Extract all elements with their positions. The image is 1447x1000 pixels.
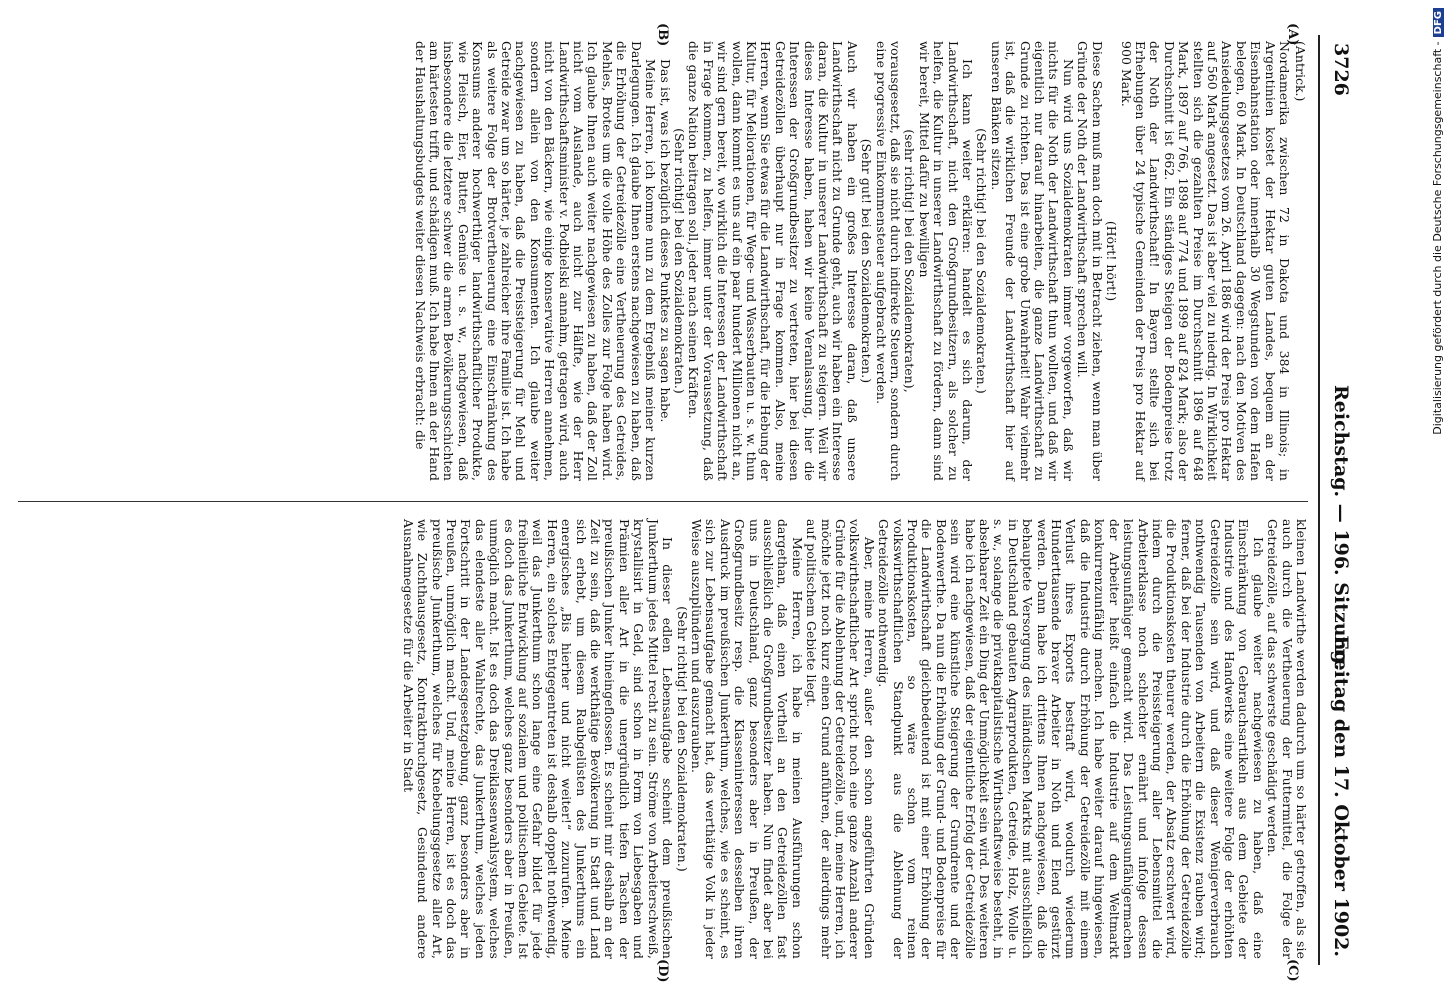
paragraph: Diese Sachen muß man doch mit in Betracht ziehen, wenn man über Gründe der Noth der Landwirthschaft sprechen will. <box>1075 41 1105 481</box>
interjection: (Sehr gut! bei den Sozialdemokraten.) <box>859 138 875 384</box>
page-header <box>1316 25 1360 975</box>
paragraph: In dieser edlen Lebensaufgabe scheint dem preußischen Junkerthum jedes Mittel recht zu sein. Ströme von Arbeiterschweiß, krystallisirt in Geld, sind schon in Form von Liebesgaben und Prämien aller Art in die unergründlich tiefen Taschen der preußischen Junker hineingeflossen. Es scheint mir deshalb an der Zeit zu sein, daß die werkthätige Bevölkerung in Stadt und Land sich erhebt, um diesem Raubgelüsten des Junkerthums ein energisches „Bis hierher und nicht weiter!“ zuzurufen. Meine Herren, ein solches Entgegentreten ist deshalb doppelt nothwendig, weil das Junkerthum schon lange eine Gefahr bildet für jede freiheitliche Entwicklung auf sozialem und politischem Gebiete. Ist es doch das Junkerthum, welches ganz besonders aber in Preußen, unmöglich macht. Ist es doch das Dreiklassenwahlsystem, welches das elendeste aller Wahlrechte, das Junkerthum, welches jeden Fortschritt in der Landesgesetzgebung, ganz besonders aber in Preußen, unmöglich macht. Und, meine Herren, ist es doch das preußische Junkerthum, welches für Knebelungsgesetze aller Art, wie Zuchthausgesetz, Kontraktbruchgesetz, Gesindeund andere Ausnahmegesetze für die Arbeiter in Stadt <box>400 519 676 959</box>
paragraph: Nordamerika zwischen 72 in Dakota und 384 in Illinois; in Argentinien kostet der Hektar guten Landes, bequem an der Eisenbahnstation oder innerhalb 30 Wegstunden von dem Hafen belegen, 60 Mark. In Deutschland dagegen: nach den Motiven des Ansiedelungsgesetzes vom 26. April 1886 wird der Preis pro Hektar auf 560 Mark angesetzt. Das ist aber viel zu niedrig. In Wirklichkeit stellten sich die gezahlten Preise im Durchschnitt 1896 auf 648 Mark, 1897 auf 766, 1898 auf 774 und 1899 auf 824 Mark; also der Durchschnitt ist 662. Ein ständiges Steigen der Bodenpreise trotz der Noth der Landwirthschaft! In Bayern stellte sich bei Erhebungen über 24 typische Gemeinden der Preis pro Hektar auf 900 Mark. <box>1118 41 1292 481</box>
margin-marker-d: (D) <box>655 959 670 983</box>
newspaper-page <box>0 23 1360 983</box>
paragraph: Aber, meine Herren, außer den schon angeführten Gründen volkswirthschaftlicher Art spricht noch eine ganze Anzahl anderer Gründe für die Ablehnung der Getreidezölle, und, meine Herren, ich möchte jetzt noch kurz einen Grund anführen, der allerdings mehr auf politischem Gebiete liegt. <box>804 519 877 959</box>
header-rule <box>1318 35 1320 965</box>
interjection: (Sehr richtig! bei den Sozialdemokraten.) <box>974 128 990 394</box>
left-column <box>18 41 1308 481</box>
paragraph: Das ist, was ich bezüglich dieses Punktes zu sagen habe. <box>657 59 673 423</box>
margin-marker-b: (B) <box>655 23 670 47</box>
dfg-logo: DFG <box>1433 8 1444 37</box>
paragraph: Ich kann weiter erklären: handelt es sich darum, der Landwirthschaft, nicht den Großgrundbesitzern, als solcher zu helfen, die Kultur in unserer Landwirthschaft zu fördern, dann sind wir bereit, Mittel dafür zu bewilligen <box>916 41 976 481</box>
margin-marker-a: (A) <box>1285 23 1300 46</box>
right-column <box>18 519 1308 959</box>
session-title: Reichstag. — 196. Sitzung. <box>1330 385 1352 671</box>
paragraph: Meine Herren, ich habe in meinen Ausführungen schon dargethan, daß einen Vortheil an den Getreidezöllen fast ausschließlich die Großgrundbesitzer haben. Nun findet aber bei uns in Deutschland, ganz besonders aber in Preußen, der Großgrundbesitz resp. die Klasseninteressen desselben ihren Ausdruck im preußischen Junkerthum, welches, wie es scheint, es sich zur Lebensaufgabe gemacht hat, das werthätige Volk in jeder Weise auszuplündern und auszurauben. <box>688 519 805 959</box>
session-date: Freitag den 17. Oktober 1902. <box>1330 635 1352 957</box>
interjection: (Sehr richtig! bei den Sozialdemokraten.) <box>674 606 690 872</box>
speaker-label: (Antrick.) <box>1293 41 1308 102</box>
margin-marker-c: (C) <box>1285 959 1300 982</box>
page-number: 3726 <box>1330 43 1352 96</box>
credit-text: Digitalisierung gefördert durch die Deutsche Forschungsgemeinschaft - <box>1431 41 1444 435</box>
paragraph: Auch wir haben ein großes Interesse daran, daß unsere Landwirthschaft nicht zu Grunde geht, auch wir haben ein Interesse daran, die Kultur in unserer Landwirthschaft zu steigern. Weil wir dieses Interesse haben, haben wir keine Veranlassung, hier die Interessen der Großgrundbesitzer zu vertreten, hier bei diesen Getreidezöllen überhaupt nur in Frage kommen. Also, meine Herren, wenn Sie etwas für die Landwirthschaft, für die Hebung der Kultur, für Meliorationen, für Wege- und Wasserbauten u. s. w. thun wollen, dann kommt es uns auf ein paar hundert Millionen nicht an, wir sind gern bereit, wo wirklich die Interessen der Landwirthschaft in Frage kommen, zu helfen, immer unter der Voraussetzung, daß die ganze Nation beitragen soll, jeder nach seinen Kräften. <box>686 41 860 481</box>
paragraph: Nun wird uns Sozialdemokraten immer vorgeworfen, daß wir nichts für die Noth der Landwirthschaft thun wollten, und daß wir eigentlich nur darauf hinarbeiten, die ganze Landwirthschaft zu Grunde zu richten. Das ist eine grobe Unwahrheit! Wahr vielmehr ist, daß die wirklichen Freunde der Landwirthschaft hier auf unseren Bänken sitzen. <box>988 41 1076 481</box>
column-divider <box>18 501 1308 502</box>
digitization-credit <box>1415 8 1444 993</box>
interjection: (Sehr richtig! bei den Sozialdemokraten.) <box>671 128 687 394</box>
paragraph: kleinen Landwirthe werden dadurch um so härter getroffen, als sie auch durch die Vertheuerung der Futtermittel, die Folge der Getreidezölle, auf das schwerste geschädigt werden. <box>1265 519 1309 959</box>
paragraph: Ich glaube weiter nachgewiesen zu haben, daß eine Einschränkung von Gebrauchsartikeln aus dem Gebiete der Industrie und des Handwerks eine weitere Folge der erhöhten Getreidezölle sein wird, und daß dieser Wenigerverbrauch nothwendig Tausenden von Arbeitern die Existenz rauben wird; ferner, daß bei der Industrie durch die Erhöhung der Getreidezölle die Produktionskosten theurer werden, der Absatz erschwert wird, indem durch die Preissteigerung aller Lebensmittel die Arbeiterklasse noch schlechter ernährt und infolge dessen leistungsunfähiger gemacht wird. Das Leistungsunfähigermachen der Arbeiter heißt einfach die Industrie auf dem Weltmarkt konkurrenzunfähig machen. Ich habe weiter darauf hingewiesen, daß die Industrie durch Erhöhung der Getreidezölle mit einem Verlust ihres Exports bestraft wird, wodurch wiederum Hunderttausende braver Arbeiter in Noth und Elend gestürzt werden. Dann habe ich drittens Ihnen nachgewiesen, daß die behauptete Versorgung des inländischen Markts mit ausschließlich in Deutschland gebauten Agrarprodukten, Getreide, Holz, Wolle u. s. w., solange die privatkapitalistische Wirthschaftsweise besteht, in absehbarer Zeit ein Ding der Unmöglichkeit sein wird. Des weiteren habe ich nachgewiesen, daß der eigentliche Erfolg der Getreidezölle sein wird eine künstliche Steigerung der Grundrente und der Bodenwerthe. Da nun die Erhöhung der Grund- und Bodenpreise für die Landwirthschaft gleichbedeutend ist mit einer Erhöhung der Produktionskosten, so wäre schon vom reinen volkswirthschaftlichen Standpunkt aus die Ablehnung der Getreidezölle nothwendig. <box>876 519 1266 959</box>
interjection: (Hört! hört!) <box>1104 220 1120 302</box>
interjection: (sehr richtig! bei den Sozialdemokraten), <box>902 129 918 393</box>
paragraph: Meine Herren, ich komme nun zu dem Ergebniß meiner kurzen Darlegungen. Ich glaube Ihnen erstens nachgewiesen zu haben, daß die Erhöhung der Getreidezölle eine Vertheuerung des Getreides, Mehles, Brotes um die volle Höhe des Zolles zur Folge haben wird. Ich glaube Ihnen auch weiter nachgewiesen zu haben, daß der Zoll nicht vom Auslande, auch nicht zur Hälfte, wie der Herr Landwirthschaftsminister v. Podbielski annahm, getragen wird, auch nicht von den Bäckern, wie einige konservative Herren annehmen, sondern allein von den Konsumenten. Ich glaube weiter nachgewiesen zu haben, daß die Preissteigerung für Mehl und Getreide zwar um so härter, je zahlreicher ihre Familie ist. Ich habe als weitere Folge der Brotvertheuerung eine Einschränkung des Konsums anderer hochwerthiger landwirthschaftlicher Produkte, wie Fleisch, Eier, Butter, Gemüse u. s. w., nachgewiesen, daß insbesondere die letztere schwer die armen Bevölkerungsschichten am härtesten trifft, und schädigen muß. Ich habe Ihnen an der Hand der Haushaltungsbudgets weiter diesen Nachweis erbracht: die <box>412 41 659 481</box>
paragraph: vorausgesetzt, daß sie nicht durch indirekte Steuern, sondern durch eine progressive Einkommensteuer aufgebracht werden. <box>873 41 904 481</box>
